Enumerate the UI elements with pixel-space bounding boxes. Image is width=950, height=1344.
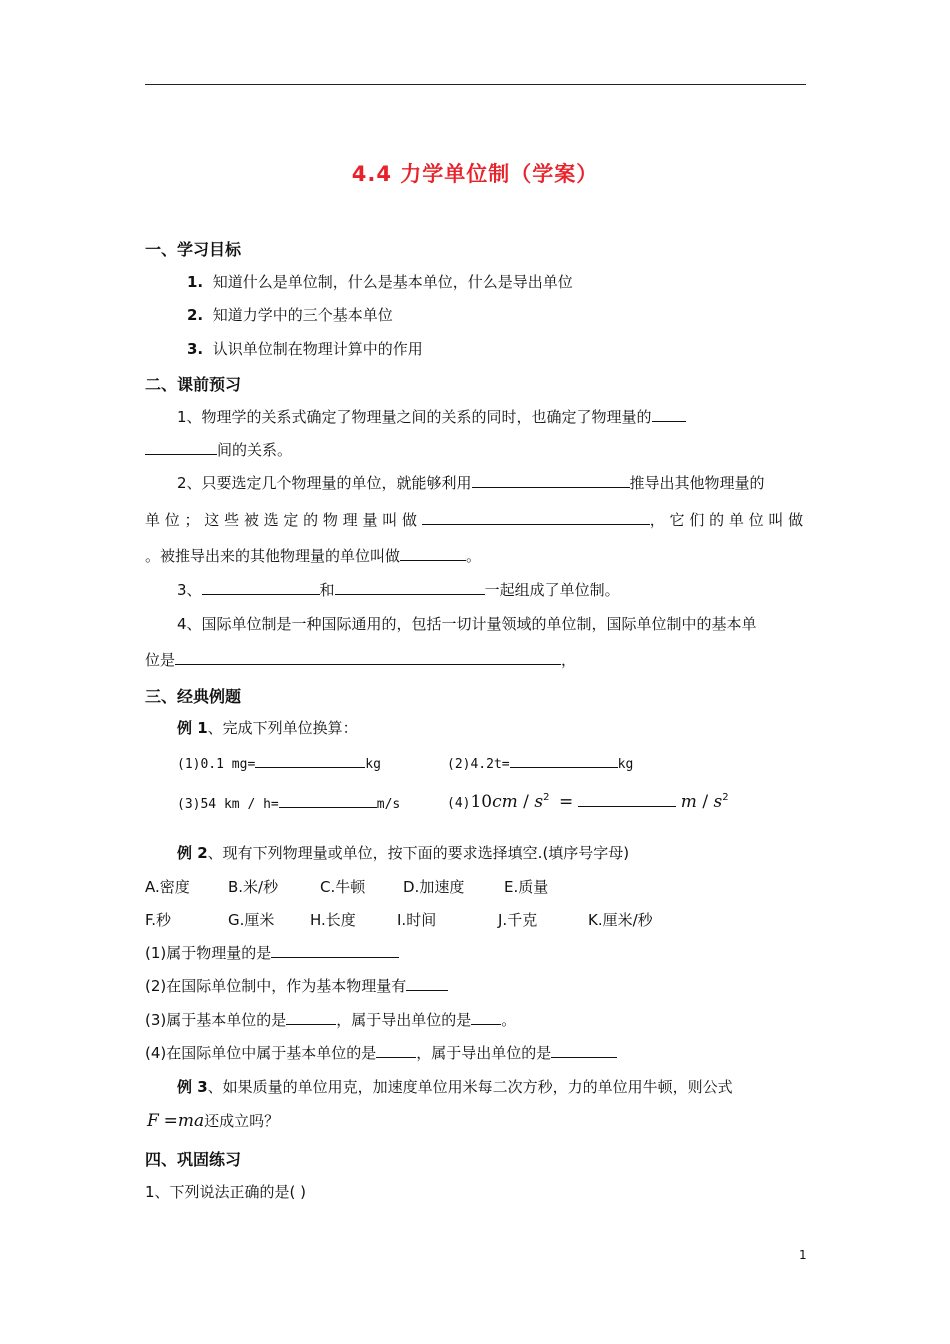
preview-q3-text: 3、 — [177, 581, 202, 599]
preview-q4-line1: 4、国际单位制是一种国际通用的，包括一切计量领域的单位制，国际单位制中的基本单 — [177, 615, 757, 633]
conversion-3 — [177, 793, 400, 815]
conversion-text: (4) — [447, 796, 471, 811]
conversion-2 — [447, 753, 633, 775]
blank[interactable] — [175, 650, 561, 665]
subquestion-text: (1)属于物理量的是 — [145, 944, 272, 962]
example-text: 、如果质量的单位用克，加速度单位用米每二次方秒，力的单位用牛顿，则公式 — [207, 1078, 733, 1096]
section-heading-practice: 四、巩固练习 — [145, 1150, 242, 1169]
objective-text: 认识单位制在物理计算中的作用 — [212, 340, 423, 358]
option: C.牛顿 — [320, 878, 366, 896]
preview-q1-text: 1、物理学的关系式确定了物理量之间的关系的同时，也确定了物理量的 — [177, 408, 652, 426]
math-var: m — [680, 792, 697, 812]
preview-q2-text: 2、只要选定几个物理量的单位，就能够利用 — [177, 474, 472, 492]
preview-q2-text: 单 位 ； 这 些 被 选 定 的 物 理 量 叫 做 — [145, 511, 417, 529]
math-equals: = — [558, 792, 574, 812]
option: E.质量 — [504, 878, 549, 896]
page-number: 1 — [799, 1248, 807, 1262]
preview-q2-text: 推导出其他物理量的 — [629, 474, 765, 492]
blank[interactable] — [202, 580, 320, 595]
options-row-1 — [145, 877, 548, 897]
objective-number: 2. — [187, 306, 204, 324]
option: B.米/秒 — [228, 878, 279, 896]
conversion-unit: kg — [617, 757, 634, 772]
blank[interactable] — [400, 546, 466, 561]
section-heading-objectives: 一、学习目标 — [145, 240, 242, 259]
preview-q2-line1 — [177, 473, 765, 493]
conversion-unit: m/s — [376, 797, 401, 812]
blank[interactable] — [471, 1010, 501, 1025]
preview-q2-line2 — [145, 510, 803, 530]
math-exponent: 2 — [543, 792, 550, 803]
preview-q2-line3 — [145, 546, 481, 566]
objective-number: 3. — [187, 340, 204, 358]
math-var: F — [147, 1111, 159, 1131]
example-label: 例 2 — [177, 844, 208, 862]
blank[interactable] — [286, 1010, 336, 1025]
math-var: s — [713, 792, 723, 812]
blank[interactable] — [551, 1043, 617, 1058]
preview-q3-text: 和 — [319, 581, 335, 599]
preview-q4-line2 — [145, 650, 576, 670]
blank[interactable] — [145, 440, 217, 455]
example-2-prompt — [177, 843, 629, 863]
option: K.厘米/秒 — [588, 911, 653, 929]
math-equals: = — [163, 1111, 178, 1131]
conversion-unit: kg — [365, 757, 381, 772]
option: D.加速度 — [403, 878, 465, 896]
option: F.秒 — [145, 911, 171, 929]
section-heading-examples: 三、经典例题 — [145, 687, 242, 706]
preview-q1-line1 — [177, 407, 686, 427]
subquestion-text: ，属于导出单位的是 — [336, 1011, 472, 1029]
subquestion-text: (4)在国际单位中属于基本单位的是 — [145, 1044, 377, 1062]
subquestion-text: (3)属于基本单位的是 — [145, 1011, 287, 1029]
example-text: 、现有下列物理量或单位，按下面的要求选择填空.(填序号字母) — [207, 844, 630, 862]
math-number: 10 — [470, 792, 493, 812]
subquestion-4 — [145, 1043, 617, 1063]
conversion-text: (1)0.1 mg= — [177, 757, 256, 772]
preview-q3 — [177, 580, 620, 600]
blank[interactable] — [510, 753, 618, 768]
conversion-text: (2)4.2t= — [447, 757, 510, 772]
conversion-1 — [177, 753, 381, 775]
objective-item-1 — [187, 272, 573, 292]
example-1-prompt — [177, 718, 358, 738]
objective-item-3 — [187, 339, 423, 359]
header-rule — [145, 84, 806, 85]
subquestion-2 — [145, 976, 448, 996]
options-row-2 — [145, 910, 653, 930]
math-exponent: 2 — [722, 792, 729, 803]
math-var: s — [534, 792, 544, 812]
blank[interactable] — [271, 943, 399, 958]
subquestion-text: 。 — [501, 1011, 517, 1029]
blank[interactable] — [472, 473, 630, 488]
math-var: ma — [177, 1111, 205, 1131]
preview-q2-text: 。 — [466, 547, 482, 565]
math-var: cm — [492, 792, 518, 812]
blank[interactable] — [335, 580, 485, 595]
blank[interactable] — [652, 407, 686, 422]
subquestion-1 — [145, 943, 399, 963]
blank[interactable] — [376, 1043, 416, 1058]
math-slash: / — [696, 792, 714, 812]
objective-text: 知道力学中的三个基本单位 — [212, 306, 393, 324]
practice-q1: 1、下列说法正确的是( ) — [145, 1183, 307, 1201]
example-3-formula-line — [147, 1111, 279, 1131]
subquestion-text: (2)在国际单位制中，作为基本物理量有 — [145, 977, 407, 995]
conversion-4 — [447, 788, 729, 814]
example-label: 例 1 — [177, 719, 208, 737]
math-slash: / — [517, 792, 535, 812]
preview-q2-text: ， 它 们 的 单 位 叫 做 — [649, 511, 804, 529]
blank[interactable] — [406, 976, 448, 991]
option: H.长度 — [310, 911, 356, 929]
blank[interactable] — [422, 510, 650, 525]
example-text: 、完成下列单位换算： — [207, 719, 358, 737]
page-title: 4.4 力学单位制（学案） — [351, 162, 599, 186]
preview-q1-line2 — [145, 440, 292, 460]
preview-q4-text: 位是 — [145, 651, 176, 669]
subquestion-3 — [145, 1010, 516, 1030]
preview-q3-text: 一起组成了单位制。 — [484, 581, 620, 599]
option: A.密度 — [145, 878, 190, 896]
preview-q2-text: 。被推导出来的其他物理量的单位叫做 — [145, 547, 401, 565]
example-text: 还成立吗？ — [204, 1112, 280, 1130]
section-heading-preview: 二、课前预习 — [145, 375, 242, 394]
blank[interactable] — [255, 753, 365, 768]
example-label: 例 3 — [177, 1078, 208, 1096]
option: J.千克 — [498, 911, 538, 929]
example-3-prompt — [177, 1077, 733, 1097]
subquestion-text: ，属于导出单位的是 — [416, 1044, 552, 1062]
blank[interactable] — [279, 793, 377, 808]
preview-q1-tail: 间的关系。 — [217, 441, 293, 459]
option: G.厘米 — [228, 911, 275, 929]
blank[interactable] — [578, 792, 676, 807]
option: I.时间 — [397, 911, 437, 929]
preview-q4-text: ， — [561, 651, 577, 669]
conversion-text: (3)54 km / h= — [177, 797, 279, 812]
objective-text: 知道什么是单位制，什么是基本单位，什么是导出单位 — [212, 273, 573, 291]
objective-number: 1. — [187, 273, 204, 291]
objective-item-2 — [187, 305, 393, 325]
